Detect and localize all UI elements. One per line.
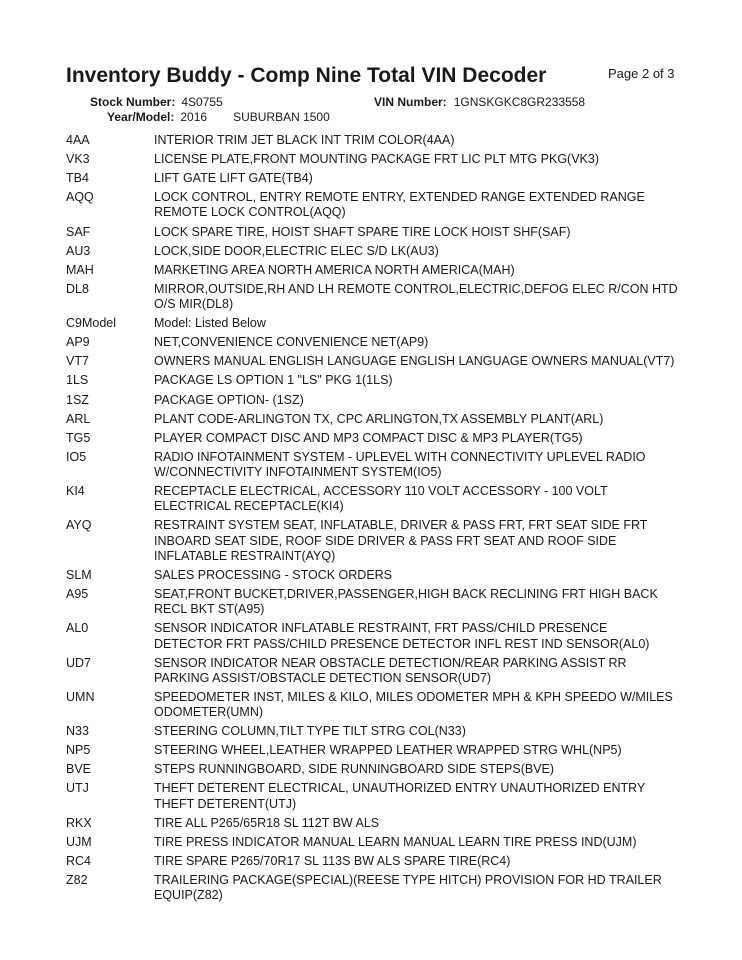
vin-field xyxy=(374,95,585,109)
option-code: SAF xyxy=(66,224,91,239)
option-description: OWNERS MANUAL ENGLISH LANGUAGE ENGLISH LANGUAGE OWNERS MANUAL(VT7) xyxy=(154,354,675,369)
option-description: PACKAGE LS OPTION 1 "LS" PKG 1(1LS) xyxy=(154,373,393,388)
option-code: VT7 xyxy=(66,354,89,369)
year-value: 2016 xyxy=(180,110,208,124)
option-code: AL0 xyxy=(66,621,89,636)
option-code-row xyxy=(66,190,678,220)
option-description: STEERING WHEEL,LEATHER WRAPPED LEATHER WRAPPED STRG WHL(NP5) xyxy=(154,743,622,758)
option-code: IO5 xyxy=(66,449,87,464)
option-description: LOCK SPARE TIRE, HOIST SHAFT SPARE TIRE LOCK HOIST SHF(SAF) xyxy=(154,224,571,239)
option-code: UTJ xyxy=(66,781,89,796)
option-code: C9Model xyxy=(66,316,117,331)
option-description: LOCK,SIDE DOOR,ELECTRIC ELEC S/D LK(AU3) xyxy=(154,243,439,258)
option-code-row xyxy=(66,316,678,331)
option-code: UJM xyxy=(66,834,92,849)
option-code-row xyxy=(66,762,678,777)
option-description: PACKAGE OPTION- (1SZ) xyxy=(154,392,304,407)
option-description: RADIO INFOTAINMENT SYSTEM - UPLEVEL WITH CONNECTIVITY UPLEVEL RADIO W/CONNECTIVITY INFOTAINMENT SYSTEM(IO5) xyxy=(154,449,646,480)
document-title: Inventory Buddy - Comp Nine Total VIN Decoder xyxy=(66,64,547,87)
option-code-row xyxy=(66,816,678,831)
option-description: SALES PROCESSING - STOCK ORDERS xyxy=(154,567,393,582)
option-code-row xyxy=(66,152,678,167)
option-description: SENSOR INDICATOR INFLATABLE RESTRAINT, FRT PASS/CHILD PRESENCE DETECTOR FRT PASS/CHILD PRESENCE DETECTOR INFL REST IND SENSOR(AL0) xyxy=(154,621,650,651)
option-code-row xyxy=(66,412,678,427)
option-code: Z82 xyxy=(66,873,88,888)
option-code-row xyxy=(66,431,678,446)
option-description: MARKETING AREA NORTH AMERICA NORTH AMERICA(MAH) xyxy=(154,262,515,277)
vin-label: VIN Number: xyxy=(374,95,447,109)
option-description: LIFT GATE LIFT GATE(TB4) xyxy=(154,171,313,186)
option-description: INTERIOR TRIM JET BLACK INT TRIM COLOR(4AA) xyxy=(154,133,455,147)
option-code-row xyxy=(66,781,678,811)
stock-number-value: 4S0755 xyxy=(181,95,223,109)
option-code-row xyxy=(66,354,678,369)
option-code-row xyxy=(66,518,678,564)
option-description: SPEEDOMETER INST, MILES & KILO, MILES ODOMETER MPH & KPH SPEEDO W/MILES ODOMETER(UMN) xyxy=(154,689,673,720)
option-description: Model: Listed Below xyxy=(154,316,266,331)
option-code: MAH xyxy=(66,262,94,277)
year-model-label: Year/Model: xyxy=(107,110,175,124)
option-description: RECEPTACLE ELECTRICAL, ACCESSORY 110 VOLT ACCESSORY - 100 VOLT ELECTRICAL RECEPTACLE(KI4) xyxy=(154,484,608,514)
option-code-row xyxy=(66,171,678,186)
stock-number-label: Stock Number: xyxy=(90,95,176,109)
option-code-row xyxy=(66,225,678,240)
option-description: TRAILERING PACKAGE(SPECIAL)(REESE TYPE HITCH) PROVISION FOR HD TRAILER EQUIP(Z82) xyxy=(154,873,662,903)
option-code-row xyxy=(66,835,678,850)
option-code: AU3 xyxy=(66,243,91,258)
option-code: DL8 xyxy=(66,281,89,296)
option-code-row xyxy=(66,743,678,758)
option-code-row xyxy=(66,282,678,312)
option-code: TB4 xyxy=(66,171,89,186)
option-code: 1SZ xyxy=(66,392,89,407)
option-description: TIRE SPARE P265/70R17 SL 113S BW ALS SPARE TIRE(RC4) xyxy=(154,853,511,868)
option-code-row xyxy=(66,621,678,651)
option-code: AYQ xyxy=(66,518,92,533)
option-code-list xyxy=(66,133,678,907)
option-code: 1LS xyxy=(66,373,89,388)
option-code-row xyxy=(66,450,678,480)
option-code: AP9 xyxy=(66,335,90,350)
option-code-row xyxy=(66,854,678,869)
option-code: UMN xyxy=(66,689,95,704)
option-code: 4AA xyxy=(66,133,90,147)
option-code-row xyxy=(66,335,678,350)
option-description: THEFT DETERENT ELECTRICAL, UNAUTHORIZED ENTRY UNAUTHORIZED ENTRY THEFT DETERENT(UTJ) xyxy=(154,781,646,811)
option-description: RESTRAINT SYSTEM SEAT, INFLATABLE, DRIVER & PASS FRT, FRT SEAT SIDE FRT INBOARD SEAT SIDE, ROOF SIDE DRIVER & PASS FRT SEAT AND ROOF SIDE INFLATABLE RESTRAINT(AYQ) xyxy=(154,518,648,563)
option-code-row xyxy=(66,263,678,278)
option-code-row xyxy=(66,873,678,903)
model-value: SUBURBAN 1500 xyxy=(233,110,330,124)
option-code-row xyxy=(66,133,678,148)
option-description: MIRROR,OUTSIDE,RH AND LH REMOTE CONTROL,ELECTRIC,DEFOG ELEC R/CON HTD O/S MIR(DL8) xyxy=(154,281,678,312)
option-code-row xyxy=(66,484,678,514)
option-code-row xyxy=(66,724,678,739)
option-code-row xyxy=(66,656,678,686)
option-code: SLM xyxy=(66,567,92,582)
option-code: N33 xyxy=(66,724,89,739)
option-code: RC4 xyxy=(66,853,92,868)
option-code-row xyxy=(66,568,678,583)
option-description: STEERING COLUMN,TILT TYPE TILT STRG COL(N33) xyxy=(154,724,466,739)
option-description: LICENSE PLATE,FRONT MOUNTING PACKAGE FRT LIC PLT MTG PKG(VK3) xyxy=(154,152,599,167)
option-code: UD7 xyxy=(66,655,92,670)
page-number: Page 2 of 3 xyxy=(608,66,675,81)
year-model-field xyxy=(107,110,330,124)
option-code: NP5 xyxy=(66,743,91,758)
option-description: STEPS RUNNINGBOARD, SIDE RUNNINGBOARD SIDE STEPS(BVE) xyxy=(154,762,555,777)
option-code: BVE xyxy=(66,762,92,777)
stock-number-field xyxy=(90,95,223,109)
option-code-row xyxy=(66,587,678,617)
option-description: SENSOR INDICATOR NEAR OBSTACLE DETECTION/REAR PARKING ASSIST RR PARKING ASSIST/OBSTACLE DETECTION SENSOR(UD7) xyxy=(154,655,627,685)
option-code: RKX xyxy=(66,815,92,830)
option-description: PLAYER COMPACT DISC AND MP3 COMPACT DISC & MP3 PLAYER(TG5) xyxy=(154,430,583,445)
vin-value: 1GNSKGKC8GR233558 xyxy=(453,95,586,109)
option-code: KI4 xyxy=(66,484,85,499)
option-description: LOCK CONTROL, ENTRY REMOTE ENTRY, EXTENDED RANGE EXTENDED RANGE REMOTE LOCK CONTROL(AQQ) xyxy=(154,190,645,220)
option-code-row xyxy=(66,690,678,720)
option-code: A95 xyxy=(66,587,89,601)
option-code: VK3 xyxy=(66,152,90,167)
option-code: AQQ xyxy=(66,190,94,205)
option-description: NET,CONVENIENCE CONVENIENCE NET(AP9) xyxy=(154,335,429,350)
option-description: TIRE PRESS INDICATOR MANUAL LEARN MANUAL LEARN TIRE PRESS IND(UJM) xyxy=(154,834,637,849)
option-description: PLANT CODE-ARLINGTON TX, CPC ARLINGTON,TX ASSEMBLY PLANT(ARL) xyxy=(154,411,604,426)
option-description: TIRE ALL P265/65R18 SL 112T BW ALS xyxy=(154,815,380,830)
option-description: SEAT,FRONT BUCKET,DRIVER,PASSENGER,HIGH BACK RECLINING FRT HIGH BACK RECL BKT ST(A95) xyxy=(154,587,658,617)
option-code: TG5 xyxy=(66,430,91,445)
option-code-row xyxy=(66,244,678,259)
option-code: ARL xyxy=(66,411,91,426)
option-code-row xyxy=(66,373,678,388)
option-code-row xyxy=(66,393,678,408)
